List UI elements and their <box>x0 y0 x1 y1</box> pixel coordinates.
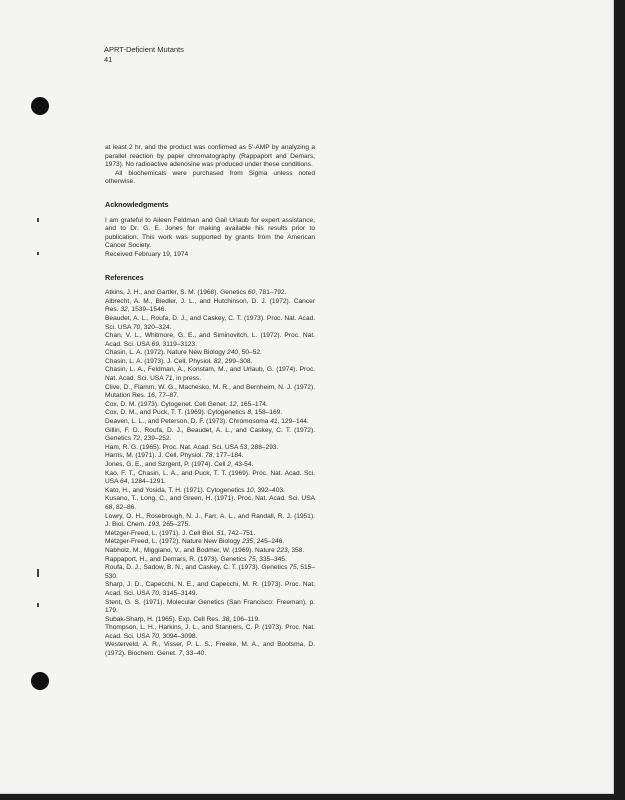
reference-citation: Westerveld, A. R., Visser, P. L. S., Freeke, M. A., and Bootsma, D. (1972). Biochem. Genet. <box>105 641 315 658</box>
reference-item <box>105 332 315 349</box>
reference-citation: Ham, R. G. (1965). Proc. Nat. Acad. Sci. USA <box>105 443 240 451</box>
reference-citation: Deaven, L. L., and Peterson, D. F. (1973). Chromosoma <box>105 418 271 426</box>
reference-volume: 240 <box>227 349 239 357</box>
reference-volume: 60 <box>247 289 256 297</box>
reference-item <box>105 495 315 512</box>
reference-volume: 53 <box>239 443 248 451</box>
reference-citation: Cox, D. M., and Puck, T. T. (1969). Cytogenetics <box>105 409 248 417</box>
reference-volume: 78 <box>205 452 213 460</box>
reference-citation: Chan, V. L., Whitmore, G. E., and Siminovitch, L. (1972). Proc. Nat. Acad. Sci. USA <box>105 332 315 348</box>
reference-citation: Beaudet, A. L., Roufa, D. J., and Caskey, C. T. (1973). Proc. Nat. Acad. Sci. USA <box>105 314 315 331</box>
reference-pages: , 165–174. <box>236 400 268 408</box>
reference-citation: Thompson, L. H., Harkins, J. L., and Stanners, C. P. (1973). Proc. Nat. Acad. Sci. USA <box>105 624 315 640</box>
reference-item <box>105 358 315 367</box>
reference-citation: Cox, D. M. (1973). Cytogenet. Cell Genet. <box>105 400 230 408</box>
reference-citation: Kato, H., and Yosida, T. H. (1971). Cytogenetics <box>105 486 247 494</box>
reference-volume: 41 <box>270 418 278 426</box>
acknowledgments-text: I am grateful to Aileen Feldman and Gail Urlaub for expert assistance, and to Dr. G. E. Jones for making available his results prior to publication. This work was supported by grants from the American Cancer Society. <box>105 216 315 250</box>
reference-volume: 32 <box>120 306 128 314</box>
reference-volume: 72 <box>132 435 141 443</box>
reference-citation: Kao, F. T., Chasin, L. A., and Puck, T. T. (1969). Proc. Nat. Acad. Sci. USA <box>105 469 315 486</box>
reference-pages: , 43-54. <box>230 461 254 468</box>
reference-citation: Chasin, L. A. (1972). Nature New Biology <box>105 349 228 357</box>
reference-pages: , 129–144. <box>277 418 309 426</box>
reference-citation: Lowry, O. H., Rosebrough, N. J., Farr, A. L., and Randall, R. J. (1951). J. Biol. Chem. <box>105 512 315 529</box>
reference-volume: 7 <box>178 650 183 658</box>
reference-item <box>105 315 315 332</box>
acknowledgments-heading: Acknowledgments <box>105 199 169 209</box>
reference-citation: Subak-Sharp, H. (1965). Exp. Cell Res. <box>105 615 222 623</box>
reference-pages: , 177–184. <box>212 452 244 460</box>
reference-item <box>105 556 315 565</box>
reference-volume: 193 <box>147 521 159 529</box>
reference-item <box>105 298 315 315</box>
reference-pages: , 392–403. <box>253 486 285 494</box>
reference-volume: 16 <box>147 392 155 400</box>
reference-pages: , 3094–3098. <box>158 632 198 640</box>
reference-citation: Atkins, J. H., and Gartler, S. M. (1968). Genetics <box>105 289 248 297</box>
reference-item <box>105 616 315 625</box>
reference-pages: , 320–324. <box>140 323 172 331</box>
reference-item <box>105 641 315 658</box>
reference-pages: , 3145–3149. <box>158 589 198 597</box>
reference-item <box>105 366 315 383</box>
reference-volume: 223 <box>276 546 288 554</box>
reference-volume: 8 <box>247 409 251 417</box>
reference-pages: , 742–751. <box>224 529 256 537</box>
reference-pages: , 781–792. <box>255 289 287 297</box>
reference-pages: , 358. <box>287 546 305 554</box>
reference-volume: 75 <box>289 564 297 572</box>
reference-pages: , 77–87. <box>154 392 179 400</box>
reference-citation: Metzger-Freed, L. (1972). Nature New Biology <box>105 538 243 546</box>
reference-item <box>105 513 315 530</box>
reference-item <box>105 547 315 556</box>
body-paragraph: All biochemicals were purchased from Sigma unless noted otherwise. <box>105 169 315 186</box>
reference-list <box>105 289 315 659</box>
reference-volume: 71 <box>165 375 173 383</box>
reference-pages: , 3119–3123. <box>158 340 197 348</box>
reference-pages: , 288–293. <box>247 443 279 451</box>
reference-pages: , 158–169. <box>251 409 283 417</box>
reference-volume: 68 <box>105 503 113 511</box>
reference-item <box>105 384 315 401</box>
reference-volume: 75 <box>248 555 256 563</box>
reference-citation: Harris, M. (1971). J. Cell. Physiol. <box>105 452 206 460</box>
reference-pages: , 33–40. <box>182 650 207 658</box>
reference-item <box>105 444 315 453</box>
reference-item <box>105 349 315 358</box>
reference-pages: , 299–308. <box>221 357 253 365</box>
reference-citation: Metzger-Freed, L. (1971). J. Cell Biol. <box>105 529 217 537</box>
reference-citation: Stent, G. S. (1971). Molecular Genetics (San Francisco: Freeman), p. 179. <box>105 598 315 615</box>
reference-item <box>105 624 315 641</box>
page-content <box>105 144 315 659</box>
reference-item <box>105 564 315 581</box>
body-paragraph: at least 2 hr, and the product was confirmed as 5′-AMP by analyzing a parallel reaction by paper chromatography (Rappaport and Demars, 1973). No radioactive adenosine was produced under these conditions. <box>105 144 315 169</box>
reference-volume: 38 <box>221 615 230 623</box>
reference-pages: , 335–345. <box>255 555 287 563</box>
reference-item <box>105 487 315 496</box>
reference-item <box>105 470 315 487</box>
scan-mark <box>37 252 39 255</box>
reference-item <box>105 538 315 547</box>
reference-volume: 64 <box>120 478 128 486</box>
reference-pages: , 245–246. <box>253 538 285 546</box>
reference-pages: , 106–119. <box>229 615 260 623</box>
reference-item <box>105 427 315 444</box>
reference-pages: , 1284–1291. <box>127 478 166 486</box>
reference-citation: Rappaport, H., and Demars, R. (1973). Genetics <box>105 555 249 563</box>
reference-volume: 12 <box>229 400 237 408</box>
scan-mark <box>37 569 39 577</box>
reference-citation: Clive, D., Flamm, W. G., Machesko, M. R., and Bernheim, N. J. (1972). Mutation Res. <box>105 383 315 400</box>
reference-volume: 70 <box>151 632 159 640</box>
reference-volume: 10 <box>246 486 254 494</box>
reference-volume: 70 <box>132 323 141 331</box>
scan-mark <box>37 603 39 607</box>
reference-item <box>105 599 315 616</box>
reference-item <box>105 289 315 298</box>
reference-citation: Chasin, L. A. (1973). J. Cell. Physiol. <box>105 357 214 365</box>
reference-citation: Gillin, F. D., Roufa, D. J., Beaudet, A. L., and Caskey, C. T. (1972). Genetics <box>105 426 315 443</box>
reference-volume: 2 <box>227 461 231 468</box>
reference-pages: , 82–86. <box>112 503 137 511</box>
running-head <box>104 45 184 65</box>
reference-item <box>105 452 315 461</box>
references-heading: References <box>105 272 144 282</box>
reference-pages: , 1539–1546. <box>127 306 167 314</box>
reference-citation: Nabholz, M., Miggiano, V., and Bodmer, W. (1969). Nature <box>105 546 277 554</box>
scan-mark <box>37 218 39 222</box>
reference-volume: 51 <box>216 529 225 537</box>
reference-citation: Roufa, D. J., Sadow, B. N., and Caskey, C. T. (1973). Genetics <box>105 564 290 572</box>
reference-item <box>105 581 315 598</box>
reference-item <box>105 409 315 418</box>
reference-volume: 70 <box>151 589 159 597</box>
running-title: APRT-Deficient Mutants <box>104 45 184 54</box>
reference-pages: , 239–252. <box>140 435 172 443</box>
reference-item <box>105 530 315 539</box>
reference-citation: Chasin, L. A., Feldman, A., Konstam, M., and Urlaub, G. (1974). Proc. Nat. Acad. Sci. USA <box>105 366 315 383</box>
reference-pages: , in press. <box>172 375 202 383</box>
reference-citation: Albrecht, A. M., Biedler, J. L., and Hutchinson, D. J. (1972). Cancer Res. <box>105 297 315 314</box>
reference-item <box>105 461 315 470</box>
reference-citation: Sharp, J. D., Capecchi, N. E., and Capecchi, M. R. (1973). Proc. Nat. Acad. Sci. USA <box>105 581 315 597</box>
reference-citation: Jones, G. E., and Szrgent, P. (1974). Cell <box>105 461 228 468</box>
reference-volume: 235 <box>242 538 254 546</box>
reference-citation: Kusano, T., Long, C., and Green, H. (1971). Proc. Nat. Acad. Sci. USA <box>105 495 315 503</box>
reference-pages: , 515–530. <box>105 564 315 580</box>
reference-item <box>105 418 315 427</box>
reference-pages: , 50–52. <box>238 349 262 357</box>
reference-pages: , 265–275. <box>158 521 191 529</box>
binder-hole <box>31 672 49 690</box>
page-number: 41 <box>104 55 113 64</box>
reference-volume: 69 <box>151 340 159 348</box>
binder-hole <box>31 97 49 115</box>
reference-volume: 82 <box>213 357 222 365</box>
received-date: Received February 19, 1974 <box>105 250 189 258</box>
reference-item <box>105 401 315 410</box>
